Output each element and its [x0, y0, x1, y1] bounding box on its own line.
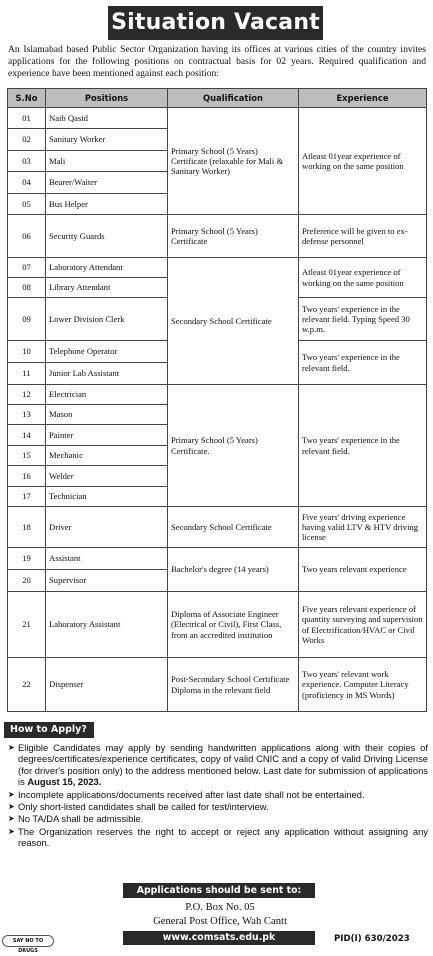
page-title: Situation Vacant [108, 6, 323, 40]
row-sno: 07 [8, 258, 46, 278]
last-date: August 15, 2023. [27, 776, 102, 788]
experience-cell: Two years' experience in the relevant field. Typing Speed 30 w.p.m. [299, 298, 427, 341]
row-position: Naib Qasid [46, 108, 168, 129]
pid-number: PID(I) 630/2023 [334, 934, 410, 944]
header-sno: S.No [8, 89, 46, 108]
row-sno: 02 [8, 129, 46, 151]
positions-table [7, 88, 427, 712]
row-sno: 19 [8, 548, 46, 570]
website-link[interactable]: www.comsats.edu.pk [123, 931, 315, 945]
row-position: Welder [46, 466, 168, 487]
experience-cell: Preference will be given to ex-defense personnel [299, 215, 427, 258]
row-position: Bus Helper [46, 194, 168, 215]
row-sno: 06 [8, 215, 46, 258]
qualification-cell: Primary School (5 Years) Certificate (relaxable for Mali & Sanitary Worker) [168, 108, 299, 215]
row-position: Junior Lab Assistant [46, 363, 168, 385]
row-position: Technician [46, 487, 168, 507]
header-positions: Positions [46, 89, 168, 108]
qualification-cell: Primary School (5 Years) Certificate. [168, 385, 299, 507]
address-line-2: General Post Office, Wah Cantt [153, 916, 287, 927]
row-sno: 09 [8, 298, 46, 341]
row-position: Mason [46, 405, 168, 425]
qualification-cell: Diploma of Associate Engineer (Electrical or Civil), First Class, from an accredited institution [168, 592, 299, 658]
row-position: Dispenser [46, 658, 168, 712]
arrow-right-icon: ➤ [8, 789, 15, 799]
arrow-right-icon: ➤ [8, 802, 15, 812]
table-row [8, 548, 427, 570]
qualification-cell: Post-Secondary School Certificate Diploma in the relevant field [168, 658, 299, 712]
table-row [8, 592, 427, 658]
qualification-cell: Bachelor's degree (14 years) [168, 548, 299, 592]
qualification-cell: Secondary School Certificate [168, 258, 299, 385]
row-sno: 04 [8, 172, 46, 194]
row-sno: 16 [8, 466, 46, 487]
experience-cell: Two years' relevant work experience. Computer Literacy (proficiency in MS Words) [299, 658, 427, 712]
experience-cell: Atleast 01year experience of working on the same position [299, 258, 427, 298]
instruction-item: ➤ Only short-listed candidates shall be called for test/interview. [8, 801, 269, 813]
row-position: Library Attendant [46, 278, 168, 298]
row-sno: 17 [8, 487, 46, 507]
row-position: Sanitary Worker [46, 129, 168, 151]
row-position: Mechanic [46, 446, 168, 466]
row-sno: 11 [8, 363, 46, 385]
row-position: Mali [46, 151, 168, 172]
instruction-item: ➤ Eligible Candidates may apply by sending handwritten applications along with their copies of degrees/certificates/experience certificates, copy of valid CNIC and a copy of valid Driving License (for driver's position only) to the address mentioned below. Last date for submission of applications is August 15, 2023. [8, 742, 428, 788]
header-qualification: Qualification [168, 89, 299, 108]
row-sno: 18 [8, 507, 46, 548]
header-experience: Experience [299, 89, 427, 108]
table-row [8, 108, 427, 129]
table-header-row [8, 89, 427, 108]
table-row [8, 658, 427, 712]
experience-cell: Two years' experience in the relevant field. [299, 341, 427, 385]
row-position: Assistant [46, 548, 168, 570]
row-position: Telephone Operator [46, 341, 168, 363]
table-row [8, 385, 427, 405]
row-sno: 12 [8, 385, 46, 405]
send-applications-heading: Applications should be sent to: [123, 883, 315, 898]
instruction-item: ➤ The Organization reserves the right to accept or reject any application without assigning any reason. [8, 825, 428, 849]
row-position: Supervisor [46, 570, 168, 592]
row-sno: 03 [8, 151, 46, 172]
row-position: Laboratory Assistant [46, 592, 168, 658]
row-position: Lower Division Clerk [46, 298, 168, 341]
experience-cell: Five years' driving experience having valid LTV & HTV driving license [299, 507, 427, 548]
qualification-cell: Secondary School Certificate [168, 507, 299, 548]
row-sno: 22 [8, 658, 46, 712]
row-position: Driver [46, 507, 168, 548]
row-position: Painter [46, 425, 168, 446]
row-position: Security Guards [46, 215, 168, 258]
row-sno: 13 [8, 405, 46, 425]
application-instructions [8, 742, 428, 850]
experience-cell: Two years' experience in the relevant field. [299, 385, 427, 507]
experience-cell: Two years relevant experience [299, 548, 427, 592]
row-sno: 05 [8, 194, 46, 215]
table-row [8, 507, 427, 548]
experience-cell: Five years relevant experience of quantity surveying and supervision of Electrification/HVAC or Civil Works [299, 592, 427, 658]
row-sno: 10 [8, 341, 46, 363]
row-position: Bearer/Waiter [46, 172, 168, 194]
intro-paragraph: An Islamabad based Public Sector Organization having its offices at various cities of the country invites applications for the following positions on contractual basis for 02 years. Required qualification and experience have been mentioned against each position: [8, 44, 426, 79]
row-sno: 14 [8, 425, 46, 446]
row-position: Laboratory Attendant [46, 258, 168, 278]
say-no-to-drugs-stamp: SAY NO TO DRUGS [2, 935, 54, 947]
table-row [8, 258, 427, 278]
row-position: Electrician [46, 385, 168, 405]
qualification-cell: Primary School (5 Years) Certificate [168, 215, 299, 258]
row-sno: 20 [8, 570, 46, 592]
arrow-right-icon: ➤ [8, 826, 15, 836]
arrow-right-icon: ➤ [8, 814, 15, 824]
row-sno: 21 [8, 592, 46, 658]
instruction-item: ➤ Incomplete applications/documents received after last date shall not be entertained. [8, 788, 365, 800]
row-sno: 01 [8, 108, 46, 129]
row-sno: 15 [8, 446, 46, 466]
instruction-item: ➤ No TA/DA shall be admissible. [8, 813, 144, 825]
table-row [8, 215, 427, 258]
address-line-1: P.O. Box No. 05 [185, 902, 255, 913]
arrow-right-icon: ➤ [8, 743, 15, 752]
experience-cell: Atleast 01year experience of working on the same position [299, 108, 427, 215]
how-to-apply-heading: How to Apply? [4, 722, 94, 738]
row-sno: 08 [8, 278, 46, 298]
